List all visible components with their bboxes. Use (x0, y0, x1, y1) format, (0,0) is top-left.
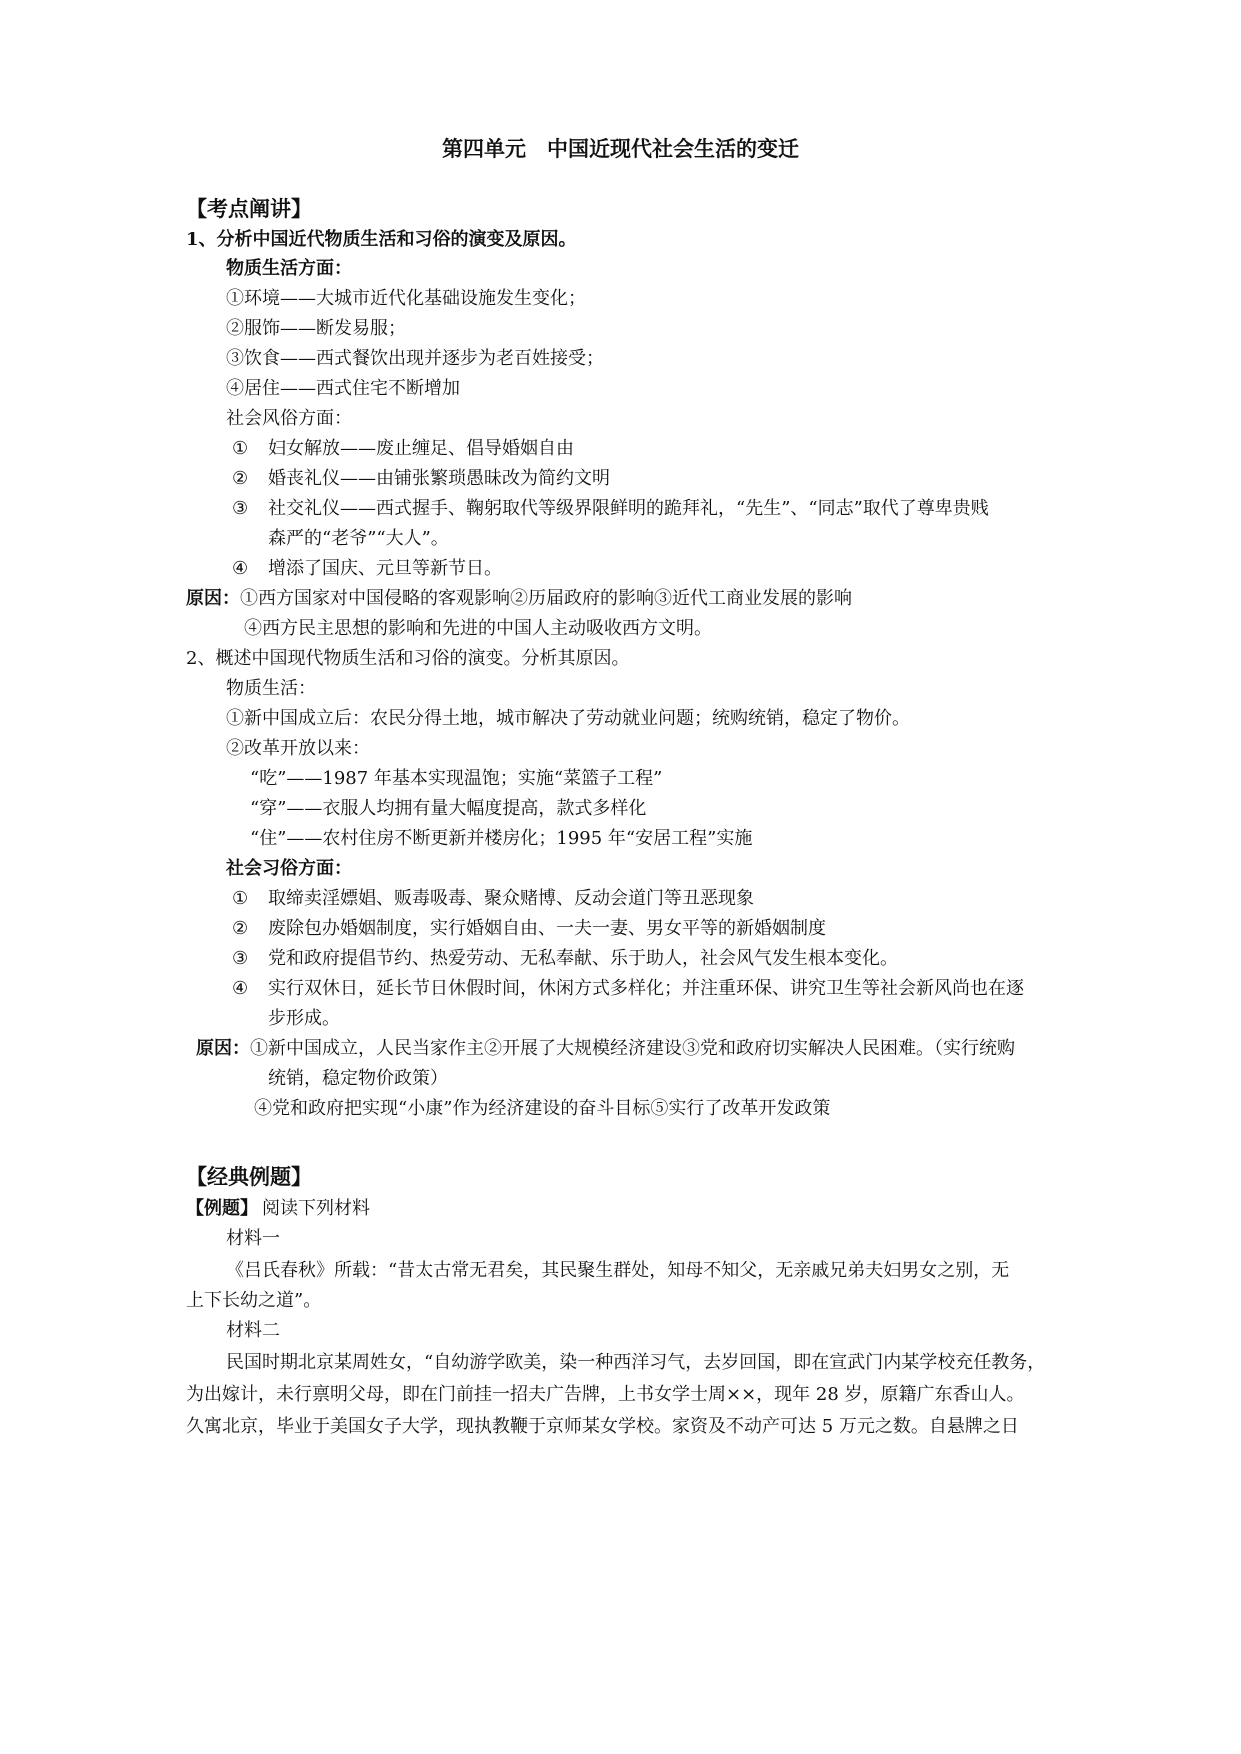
material-life-item: ①环境——大城市近代化基础设施发生变化； (226, 288, 586, 309)
material-2-text: 久寓北京，毕业于美国女子大学，现执教鞭于京师某女学校。家资及不动产可达 5 万元之数。自悬牌之日 (186, 1416, 1019, 1437)
reason-text: ①西方国家对中国侵略的客观影响②历届政府的影响③近代工商业发展的影响 (240, 588, 852, 609)
list-number: ② (232, 918, 249, 939)
reason-label-2: 原因： (196, 1038, 250, 1059)
material-2-text: 为出嫁计，未行禀明父母，即在门前挂一招夫广告牌，上书女学士周××，现年 28 岁，原籍广东香山人。 (186, 1384, 1025, 1405)
social-custom-item: 取缔卖淫嫖娼、贩毒吸毒、聚众赌博、反动会道门等丑恶现象 (268, 888, 754, 909)
list-number: ④ (232, 558, 249, 579)
list-number: ③ (232, 948, 249, 969)
material-1-text: 上下长幼之道”。 (186, 1290, 322, 1311)
social-custom-heading-2: 社会习俗方面： (226, 858, 352, 879)
material-life-heading-2: 物质生活： (226, 678, 316, 699)
material-2-title: 材料二 (226, 1320, 280, 1341)
material-1-text: 《吕氏春秋》所载：“昔太古常无君矣，其民聚生群处，知母不知父，无亲戚兄弟夫妇男女之别，无 (226, 1260, 1010, 1281)
material-life-item: ③饮食——西式餐饮出现并逐步为老百姓接受； (226, 348, 604, 369)
page-title: 第四单元 中国近现代社会生活的变迁 (442, 136, 799, 161)
material-life-item: ②服饰——断发易服； (226, 318, 406, 339)
social-custom-item: 党和政府提倡节约、热爱劳动、无私奉献、乐于助人，社会风气发生根本变化。 (268, 948, 898, 969)
social-custom-item: 实行双休日，延长节日休假时间，休闲方式多样化；并注重环保、讲究卫生等社会新风尚也在逐 (268, 978, 1024, 999)
reform-item: “穿”——衣服人均拥有量大幅度提高，款式多样化 (250, 798, 647, 819)
social-custom-item: 废除包办婚姻制度，实行婚姻自由、一夫一妻、男女平等的新婚姻制度 (268, 918, 826, 939)
social-custom-item: 增添了国庆、元旦等新节日。 (268, 558, 502, 579)
example-instruction: 阅读下列材料 (262, 1198, 370, 1219)
reform-item: “住”——农村住房不断更新并楼房化；1995 年“安居工程”实施 (250, 828, 753, 849)
material-life-item: ①新中国成立后：农民分得土地，城市解决了劳动就业问题；统购统销，稳定了物价。 (226, 708, 910, 729)
reason-label: 原因： (186, 588, 240, 609)
list-number: ① (232, 438, 249, 459)
material-life-heading: 物质生活方面： (226, 258, 352, 279)
social-custom-item: 婚丧礼仪——由铺张繁琐愚昧改为简约文明 (268, 468, 610, 489)
reason-text: ④党和政府把实现“小康”作为经济建设的奋斗目标⑤实行了改革开发政策 (254, 1098, 831, 1119)
reform-item: “吃”——1987 年基本实现温饱；实施“菜篮子工程” (250, 768, 663, 789)
social-custom-heading: 社会风俗方面： (226, 408, 352, 429)
example-label: 【例题】 (186, 1198, 258, 1219)
material-2-text: 民国时期北京某周姓女，“自幼游学欧美，染一种西洋习气，去岁回国，即在宣武门内某学校充任教务， (226, 1352, 1046, 1373)
list-number: ④ (232, 978, 249, 999)
material-1-title: 材料一 (226, 1228, 280, 1249)
reason-text: 统销，稳定物价政策） (268, 1068, 448, 1089)
social-custom-item: 妇女解放——废止缠足、倡导婚姻自由 (268, 438, 574, 459)
reason-text: ①新中国成立，人民当家作主②开展了大规模经济建设③党和政府切实解决人民困难。（实行统购 (250, 1038, 1015, 1059)
question-2: 2、概述中国现代物质生活和习俗的演变。分析其原因。 (186, 648, 630, 669)
social-custom-item: 社交礼仪——西式握手、鞠躬取代等级界限鲜明的跪拜礼，“先生”、“同志”取代了尊卑贵贱 (268, 498, 989, 519)
material-life-item: ④居住——西式住宅不断增加 (226, 378, 460, 399)
list-number: ① (232, 888, 249, 909)
social-custom-item-continued: 森严的“老爷”“大人”。 (268, 528, 449, 549)
reason-text: ④西方民主思想的影响和先进的中国人主动吸收西方文明。 (244, 618, 712, 639)
question-1: 1、分析中国近代物质生活和习俗的演变及原因。 (186, 229, 577, 250)
material-life-item: ②改革开放以来： (226, 738, 370, 759)
list-number: ② (232, 468, 249, 489)
section-header-examples: 【经典例题】 (186, 1164, 312, 1189)
section-header-kaodian: 【考点阐讲】 (186, 196, 312, 221)
list-number: ③ (232, 498, 249, 519)
social-custom-item-continued: 步形成。 (268, 1008, 340, 1029)
